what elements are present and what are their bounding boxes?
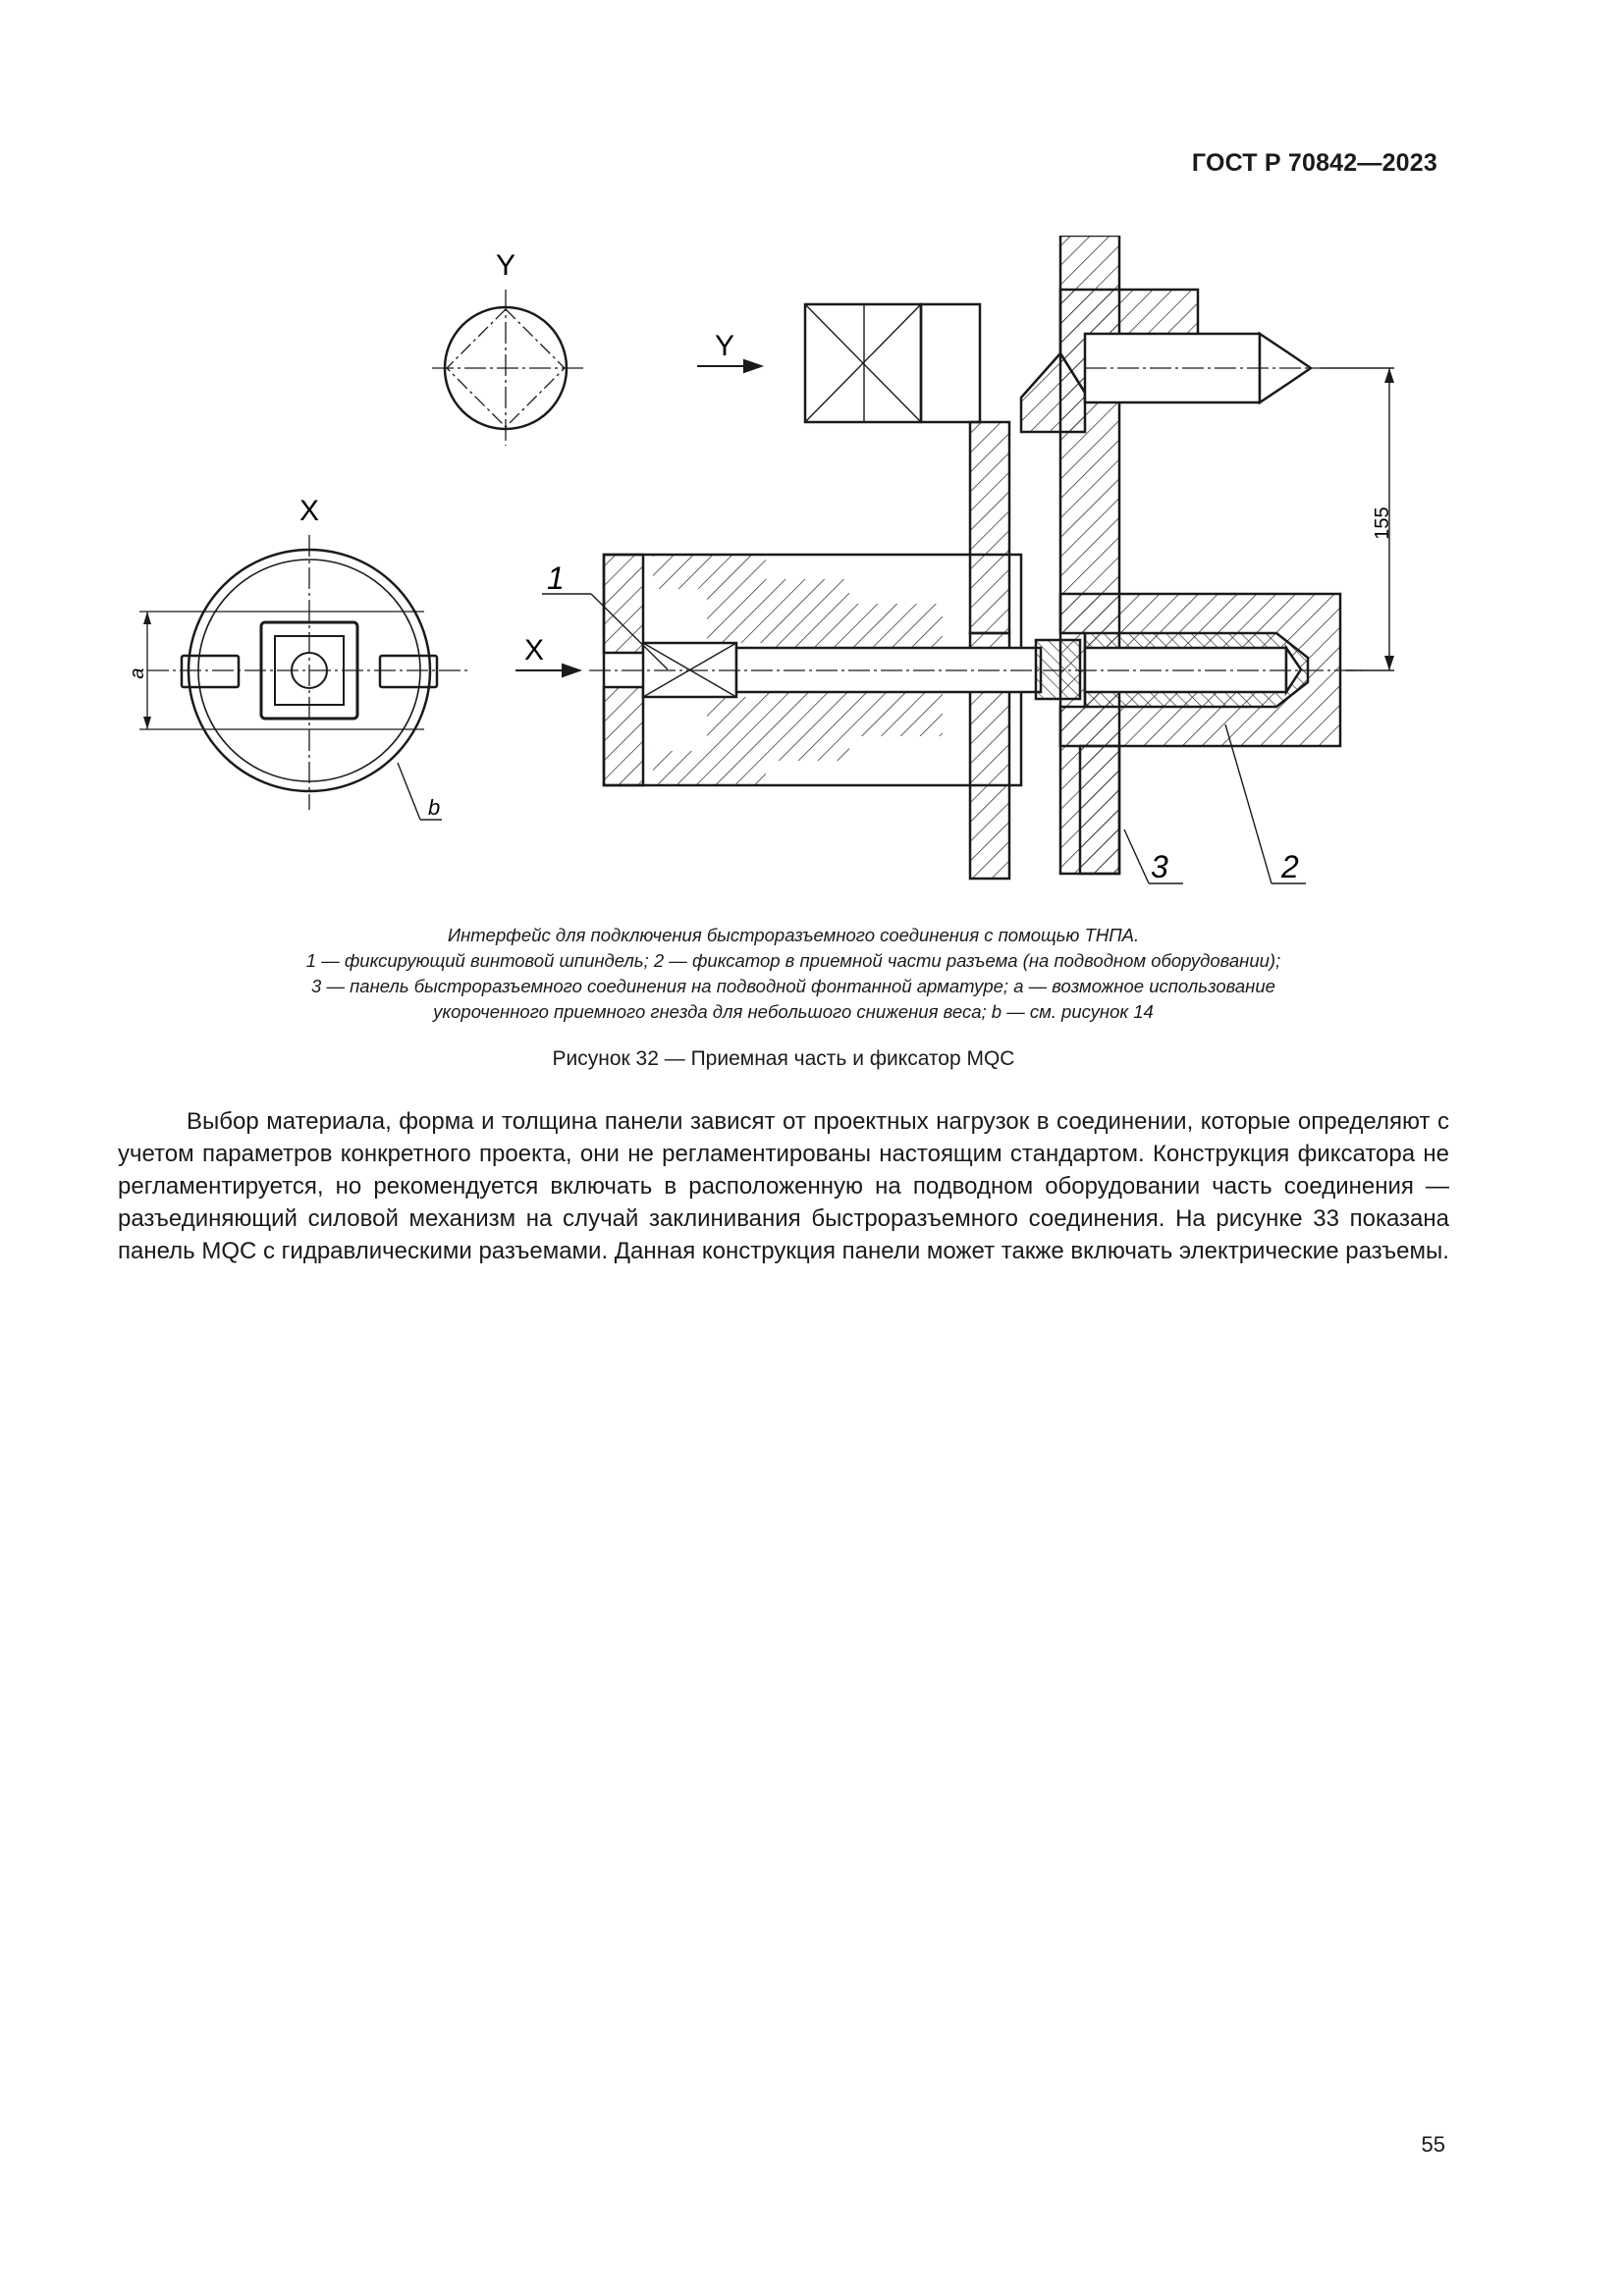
section-view (589, 236, 1365, 879)
caption-line: 1 — фиксирующий винтовой шпиндель; 2 — фиксатор в приемной части разъема (на подводном оборудовании); (305, 950, 1281, 971)
figure-title: Рисунок 32 — Приемная часть и фиксатор MQC (552, 1047, 1015, 1070)
caption-line: 3 — панель быстроразъемного соединения на подводной фонтанной арматуре; a — возможное использование (311, 976, 1275, 996)
callout-2-label: 2 (1281, 849, 1299, 884)
arrow-y-label: Y (715, 330, 735, 362)
callout-1-label: 1 (547, 561, 565, 596)
figure-caption (137, 923, 1449, 1025)
caption-line: укороченного приемного гнезда для небольшого снижения веса; b — см. рисунок 14 (433, 1001, 1154, 1022)
technical-drawing (118, 236, 1394, 903)
dimension-155-label: 155 (1372, 507, 1393, 540)
callout-b-label: b (428, 795, 441, 820)
view-x-label: X (298, 495, 320, 527)
body-paragraph: Выбор материала, форма и толщина панели зависят от проектных нагрузок в соединении, которые определяют с учетом параметров конкретного проекта, они не регламентированы настоящим стандартом. Конструкция фиксатора не регламентируется, но рекомендуется включать в расположенную на подводном оборудовании часть соединения — разъединяющий силовой механизм на случай заклинивания быстроразъемного соединения. На рисунке 33 показана панель MQC с гидравлическими разъемами. Данная конструкция панели может также включать электрические разъемы. (118, 1108, 1449, 1264)
caption-line: Интерфейс для подключения быстроразъемного соединения с помощью ТНПА. (447, 925, 1140, 945)
callout-3-label: 3 (1151, 849, 1168, 884)
view-y-detail (432, 290, 587, 446)
page-number: 55 (1421, 2132, 1445, 2157)
document-header: ГОСТ Р 70842—2023 (1191, 149, 1437, 177)
arrow-x-label: X (524, 634, 545, 667)
view-y-label: Y (495, 249, 516, 282)
view-x-detail (139, 535, 471, 820)
dimension-a-label: a (127, 667, 148, 679)
body-text (118, 1105, 1449, 1267)
